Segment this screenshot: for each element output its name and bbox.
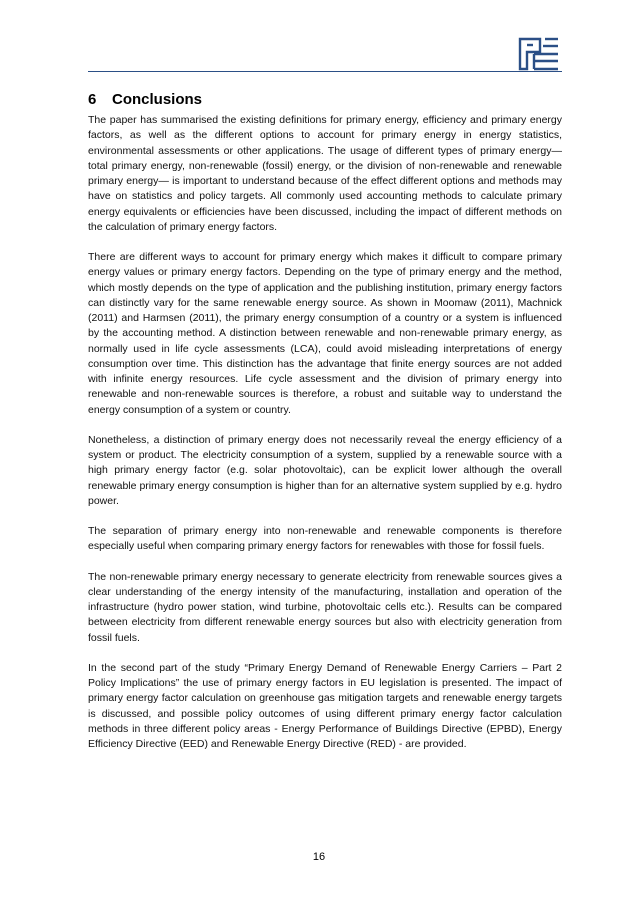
- paragraph: In the second part of the study “Primary Energy Demand of Renewable Energy Carriers – Part 2 Policy Implications” the use of primary energy factors in EU legislation is presented. The impact of primary energy factor calculation on greenhouse gas mitigation targets and renewable energy targets is discussed, and possible policy outcomes of using different primary energy factor calculation methods in three different policy areas - Energy Performance of Buildings Directive (EPBD), Energy Efficiency Directive (EED) and Renewable Energy Directive (RED) - are provided.: [88, 661, 562, 750]
- body-text: [88, 113, 562, 767]
- paragraph: Nonetheless, a distinction of primary energy does not necessarily reveal the energy efficiency of a system or product. The electricity consumption of a system, supplied by a renewable source with a high primary energy factor (e.g. solar photovoltaic), can be explicit lower although the overall renewable primary energy consumption is higher than for an alternative system supplied by e.g. hydro power.: [88, 433, 562, 507]
- section-number: 6: [88, 91, 97, 108]
- paragraph: The separation of primary energy into non-renewable and renewable components is therefore especially useful when comparing primary energy factors for renewables with those for fossil fuels.: [88, 525, 562, 553]
- section-title: Conclusions: [112, 91, 203, 108]
- paragraph: The non-renewable primary energy necessary to generate electricity from renewable sources gives a clear understanding of the energy intensity of the manufacturing, installation and operation of the infrastructure (hydro power station, wind turbine, photovoltaic cells etc.). Results can be compared between electricity from different renewable energy sources but also with electricity generation from fossil fuels.: [88, 570, 562, 644]
- paragraph: There are different ways to account for primary energy which makes it difficult to compare primary energy values or primary energy factors. Depending on the type of primary energy and the method, which mostly depends on the type of application and the publishing institution, primary energy factors can distinctly vary for the same renewable energy source. As shown in Moomaw (2011), Machnick (2011) and Harmsen (2011), the primary energy consumption of a country or a system is influenced by the accounting method. A distinction between renewable and non-renewable primary energy, as normally used in life cycle assessments (LCA), could avoid misleading interpretations of energy consumption over time. This distinction has the advantage that finite energy sources are not added with infinite energy resources. Life cycle assessment and the division of primary energy into renewable and non-renewable sources is therefore, a robust and suitable way to understand the energy consumption of a system or country.: [88, 251, 562, 416]
- paragraph: The paper has summarised the existing definitions for primary energy, efficiency and primary energy factors, as well as the different options to account for primary energy in energy statistics, environmental assessments or other applications. The usage of different types of primary energy— total primary energy, non-renewable (fossil) energy, or the division of non-renewable and renewable primary energy— is important to understand because of the effect different options and methods may have on statistics and policy targets. All commonly used accounting methods to calculate primary energy equivalents or efficiencies have been discussed, including the impact of different methods on the calculation of primary energy factors.: [88, 114, 562, 233]
- organisation-logo-icon: [518, 37, 560, 71]
- header-rule: [88, 71, 562, 72]
- section-heading: [88, 91, 202, 108]
- page-number: 16: [312, 851, 326, 863]
